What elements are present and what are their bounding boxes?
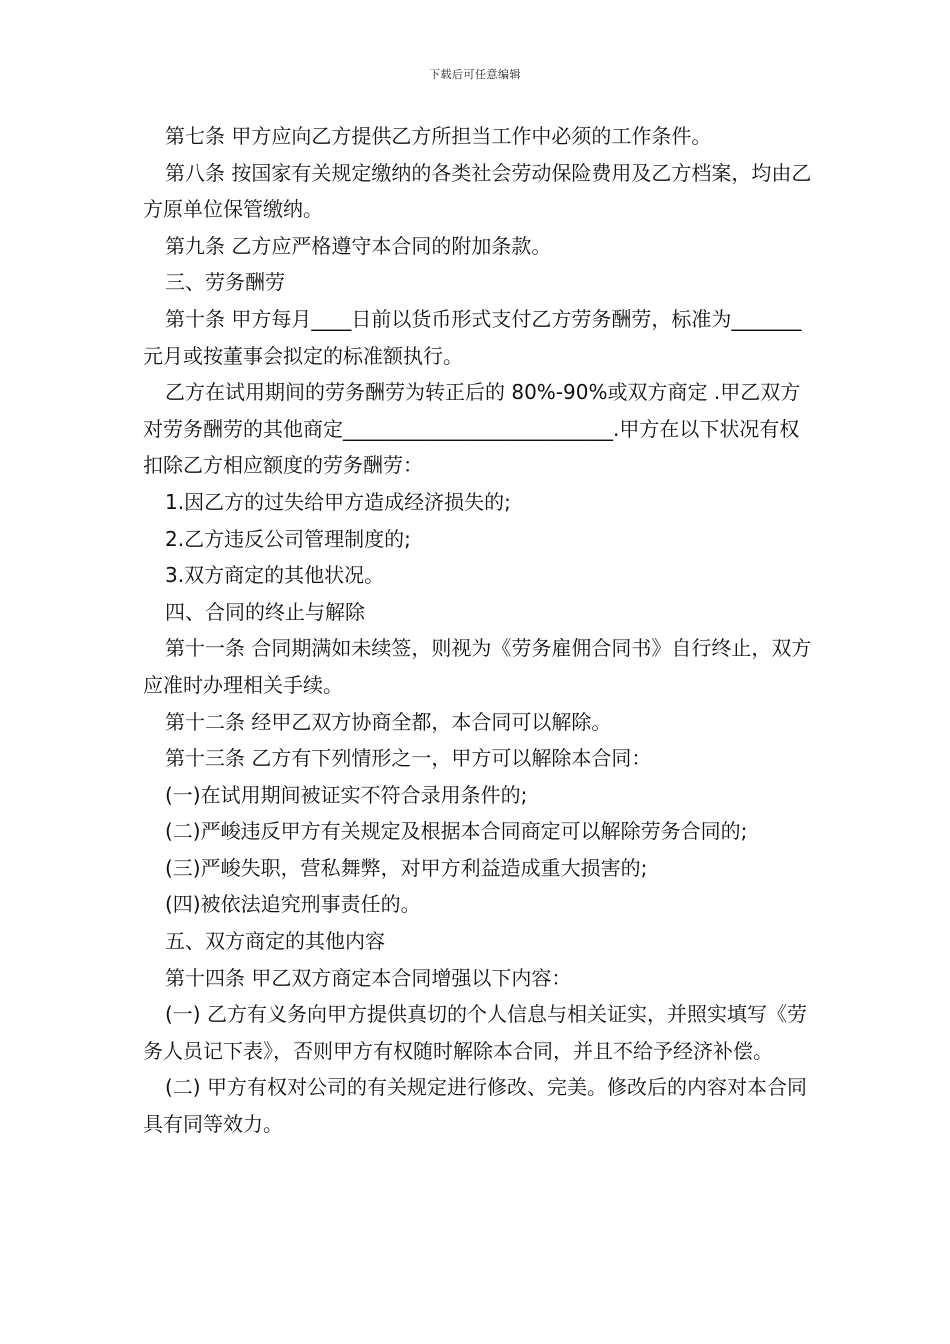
article-7: 第七条 甲方应向乙方提供乙方所担当工作中必须的工作条件。	[165, 124, 712, 148]
termination-item-1: (一)在试用期间被证实不符合录用条件的;	[165, 782, 528, 807]
document-body	[143, 118, 815, 1143]
termination-item-3: (三)严峻失职，营私舞弊，对甲方利益造成重大损害的;	[165, 855, 648, 880]
article-9: 第九条 乙方应严格遵守本合同的附加条款。	[165, 233, 552, 258]
additional-item-2: (二) 甲方有权对公司的有关规定进行修改、完美。修改后的内容对本合同具有同等效力。	[143, 1075, 807, 1137]
termination-item-4: (四)被依法追究刑事责任的。	[165, 892, 421, 917]
deduction-item-1: 1.因乙方的过失给甲方造成经济损失的;	[165, 489, 511, 514]
probation-pay-paragraph: 乙方在试用期间的劳务酬劳为转正后的 80%-90%或双方商定 .甲乙双方对劳务酬劳的其他商定___________________________.甲方在以下状况有权扣除乙方相应额度的劳务酬劳：	[143, 380, 801, 478]
article-8: 第八条 按国家有关规定缴纳的各类社会劳动保险费用及乙方档案，均由乙方原单位保管缴纳。	[143, 160, 812, 222]
article-12: 第十二条 经甲乙双方协商全都，本合同可以解除。	[165, 709, 612, 734]
article-14: 第十四条 甲乙双方商定本合同增强以下内容：	[165, 965, 572, 990]
article-13: 第十三条 乙方有下列情形之一，甲方可以解除本合同：	[165, 746, 652, 771]
section-5-heading: 五、双方商定的其他内容	[165, 929, 385, 954]
article-10: 第十条 甲方每月____日前以货币形式支付乙方劳务酬劳，标准为_______元月或按董事会拟定的标准额执行。	[143, 306, 802, 368]
additional-item-1: (一) 乙方有义务向甲方提供真切的个人信息与相关证实，并照实填写《劳务人员记下表》，否则甲方有权随时解除本合同，并且不给予经济补偿。	[143, 1002, 807, 1063]
section-3-heading: 三、劳务酬劳	[165, 270, 285, 295]
deduction-item-3: 3.双方商定的其他状况。	[165, 563, 385, 588]
article-11: 第十一条 合同期满如未续签，则视为《劳务雇佣合同书》自行终止，双方应准时办理相关手续。	[143, 636, 812, 697]
termination-item-2: (二)严峻违反甲方有关规定及根据本合同商定可以解除劳务合同的;	[165, 819, 748, 844]
page-header: 下载后可任意编辑	[429, 68, 521, 81]
deduction-item-2: 2.乙方违反公司管理制度的;	[165, 526, 411, 551]
section-4-heading: 四、合同的终止与解除	[165, 599, 365, 624]
